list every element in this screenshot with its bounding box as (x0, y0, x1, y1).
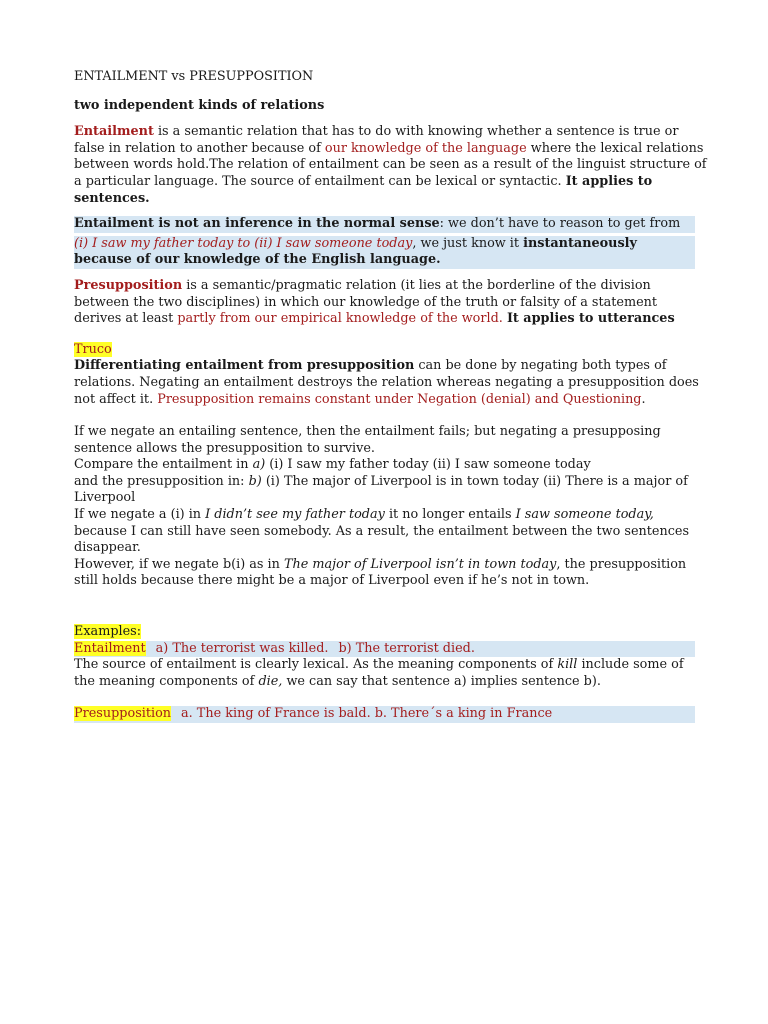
negate-b-post: , the presupposition still holds because there might be a major of Liverpool even if he’s not in town. (74, 556, 687, 589)
entailment-text-1: is a semantic relation that has to do with knowing whether a sentence is true or false in relation to another because of (74, 124, 679, 156)
negation-section (74, 424, 708, 590)
entailment-example-a: a) The terrorist was killed. (155, 640, 329, 656)
compare-a-letter: a) (252, 457, 266, 473)
entailment-bold-end: It applies to sentences. (74, 173, 653, 206)
inference-lead-rest: : we don’t have to reason to get from (439, 216, 681, 232)
presupposition-example-text: a. The king of France is bald. b. There´s a king in France (181, 706, 553, 722)
presupposition-bold-end: It applies to utterances (506, 311, 675, 327)
negate-a-mid: it no longer entails (384, 507, 516, 523)
negate-b-pre: However, if we negate b(i) as in (74, 556, 284, 572)
document-subtitle: two independent kinds of relations (74, 97, 325, 113)
entailment-example-row (74, 641, 695, 658)
presupposition-example-label: Presupposition (74, 706, 172, 722)
compare-b-letter: b) (248, 473, 262, 489)
presupposition-term: Presupposition (74, 277, 183, 293)
truco-period: . (641, 391, 646, 407)
inference-line-2 (74, 236, 695, 269)
source-mid: include some of the meaning components of (74, 657, 684, 689)
source-pre: The source of entailment is clearly lexical. As the meaning components of (74, 657, 558, 673)
compare-b-line (74, 474, 708, 507)
negate-a-line (74, 507, 708, 557)
truco-section (74, 342, 708, 408)
negate-b-italic: The major of Liverpool isn’t in town today (283, 556, 557, 572)
entailment-example-b: b) The terrorist died. (338, 640, 475, 656)
negation-line-1: If we negate an entailing sentence, then the entailment fails; but negating a presupposing sentence allows the presupposition to survive. (74, 424, 661, 456)
inference-line-1 (74, 216, 695, 233)
inference-bold-lead: Entailment is not an inference in the normal sense (74, 216, 440, 232)
truco-paragraph (74, 358, 708, 408)
entailment-red-phrase: our knowledge of the language (324, 140, 527, 156)
presupposition-paragraph (74, 278, 708, 328)
presupposition-example-row (74, 706, 695, 723)
entailment-term: Entailment (74, 124, 154, 140)
presupposition-red-phrase: partly from our empirical knowledge of the world. (177, 311, 503, 327)
compare-a-pre: Compare the entailment in (74, 457, 253, 473)
inference-bold-end: instantaneously because of our knowledge of the English language. (74, 235, 637, 268)
negate-a-post: because I can still have seen somebody. As a result, the entailment between the two sentences disappear. (74, 523, 690, 556)
inference-box (74, 214, 695, 271)
inference-middle: , we just know it (412, 235, 524, 251)
negate-a-italic-1: I didn’t see my father today (205, 507, 385, 523)
source-die: die, (258, 673, 283, 689)
truco-red-line: Presupposition remains constant under Negation (denial) and Questioning (157, 391, 642, 407)
entailment-paragraph (74, 124, 708, 207)
truco-label: Truco (74, 341, 112, 357)
source-paragraph (74, 657, 708, 690)
examples-section (74, 624, 708, 723)
negate-a-italic-2: I saw someone today, (515, 507, 654, 523)
source-kill: kill (557, 657, 578, 673)
compare-a-post: (i) I saw my father today (ii) I saw someone today (265, 457, 591, 473)
inference-example: (i) I saw my father today to (ii) I saw someone today (74, 235, 413, 251)
compare-b-post: (i) The major of Liverpool is in town today (ii) There is a major of Liverpool (74, 473, 688, 506)
negate-a-pre: If we negate a (i) in (74, 507, 206, 523)
compare-b-pre: and the presupposition in: (74, 473, 249, 489)
presupposition-text-1: is a semantic/pragmatic relation (it lies at the borderline of the division between the two disciplines) in which our knowledge of the truth or falsity of a statement derives at least (74, 277, 658, 327)
truco-bold-lead: Differentiating entailment from presupposition (74, 358, 415, 374)
entailment-text-2: where the lexical relations between words hold.The relation of entailment can be seen as a result of the linguist structure of a particular language. The source of entailment can be lexical or syntactic. (74, 140, 707, 189)
negate-b-line (74, 557, 708, 590)
examples-label-line (74, 624, 708, 641)
entailment-example-label: Entailment (74, 640, 146, 656)
truco-text-1: can be done by negating both types of relations. Negating an entailment destroys the relation whereas negating a presupposition does not affect it. (74, 358, 699, 407)
examples-label: Examples: (74, 624, 142, 640)
compare-a-line (74, 457, 708, 474)
truco-label-line (74, 342, 708, 359)
source-post: we can say that sentence a) implies sentence b). (282, 673, 601, 689)
document-title: ENTAILMENT vs PRESUPPOSITION (74, 69, 314, 84)
